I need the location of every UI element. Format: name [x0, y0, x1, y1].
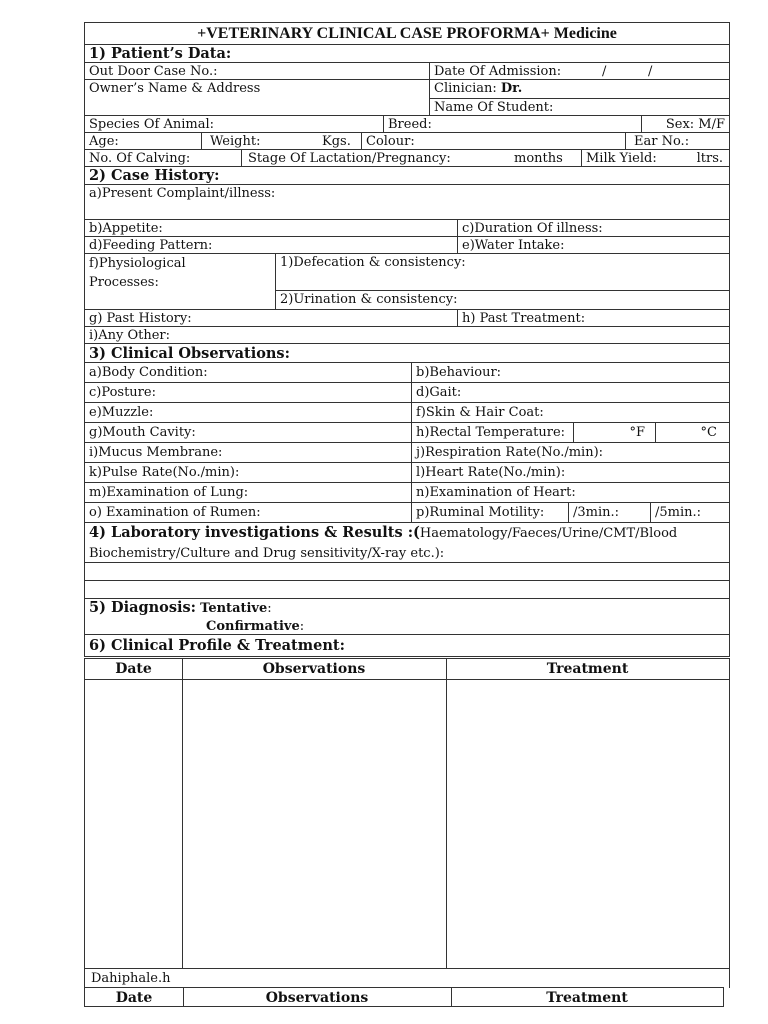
obs-row [85, 483, 729, 503]
obs-row [85, 403, 729, 423]
obs-left-field[interactable]: c)Posture: [89, 385, 156, 400]
sex-field[interactable] [641, 116, 729, 132]
col-observations: Observations [265, 990, 369, 1006]
lab-detail-2: Biochemistry/Culture and Drug sensitivity/X-ray etc.): [89, 546, 445, 561]
student-field[interactable]: Name Of Student: [434, 100, 554, 115]
clinician-dr: Dr. [500, 81, 523, 96]
footer-watermark-row [84, 968, 730, 988]
col-date: Date [115, 990, 153, 1006]
months-label: months [514, 151, 563, 166]
physio-line-1: f)Physiological [89, 256, 186, 271]
case-history-heading: 2) Case History: [89, 167, 220, 184]
appetite-field[interactable]: b)Appetite: [89, 221, 163, 236]
sex-label: Sex: M/F [665, 117, 725, 132]
owner-row [85, 80, 729, 116]
any-other-field[interactable]: i)Any Other: [89, 328, 171, 343]
confirmative-colon: : [299, 619, 305, 634]
col-treatment: Treatment [546, 661, 629, 677]
urination-field[interactable]: 2)Urination & consistency: [280, 292, 458, 307]
lab-detail-1: Haematology/Faeces/Urine/CMT/Blood [419, 526, 678, 541]
physiological-label [85, 254, 275, 309]
col-date: Date [115, 661, 152, 677]
duration-field[interactable]: c)Duration Of illness: [457, 220, 729, 236]
col-treatment: Treatment [546, 990, 628, 1006]
clinician-field[interactable] [430, 80, 729, 99]
obs-right-field[interactable]: b)Behaviour: [411, 363, 729, 382]
obs-row [85, 363, 729, 383]
obs-right-field[interactable]: f)Skin & Hair Coat: [411, 403, 729, 422]
calving-row [85, 150, 729, 167]
deg-f-label: °F [629, 425, 645, 440]
obs-right-field[interactable]: d)Gait: [411, 383, 729, 402]
weight-label: Weight: [210, 134, 261, 149]
obs-right-field[interactable]: n)Examination of Heart: [411, 483, 729, 502]
age-field[interactable]: Age: [89, 134, 119, 149]
colour-field[interactable]: Colour: [361, 133, 419, 149]
obs-row [85, 423, 729, 443]
present-complaint-field[interactable]: a)Present Complaint/illness: [89, 186, 276, 201]
temp-f-field[interactable] [573, 423, 655, 442]
min3-label: /3min.: [573, 505, 620, 520]
lactation-field[interactable] [241, 150, 581, 166]
ear-field[interactable] [625, 133, 729, 149]
proforma-form [84, 22, 730, 657]
calving-field[interactable]: No. Of Calving: [89, 151, 191, 166]
clinician-block [429, 80, 729, 115]
owner-field[interactable]: Owner’s Name & Address [89, 81, 261, 96]
obs-row [85, 463, 729, 483]
physiological-row [85, 254, 729, 310]
lab-blank-row-2[interactable] [85, 581, 729, 599]
milk-label: Milk Yield: [586, 151, 657, 166]
second-table-header [84, 987, 724, 1007]
obs-right-field[interactable]: j)Respiration Rate(No./min): [411, 443, 729, 462]
past-history-row [85, 310, 729, 327]
form-title: +VETERINARY CLINICAL CASE PROFORMA+ Medicine [85, 23, 729, 45]
water-intake-field[interactable]: e)Water Intake: [457, 237, 729, 253]
patient-data-heading-row [85, 45, 729, 63]
col-observations: Observations [262, 661, 366, 677]
outdoor-row [85, 63, 729, 80]
past-treatment-field[interactable]: h) Past Treatment: [457, 310, 729, 326]
obs-left-field[interactable]: k)Pulse Rate(No./min): [89, 465, 240, 480]
clinical-profile-heading: 6) Clinical Profile & Treatment: [89, 637, 345, 654]
clinical-obs-heading-row [85, 344, 729, 363]
observations-cell[interactable] [183, 680, 446, 987]
appetite-row [85, 220, 729, 237]
admission-date-field[interactable] [429, 63, 729, 79]
clinician-label: Clinician: [434, 81, 501, 96]
case-history-heading-row [85, 167, 729, 185]
breed-field[interactable]: Breed: [383, 116, 436, 132]
treatment-table [84, 658, 730, 988]
feeding-field[interactable]: d)Feeding Pattern: [89, 238, 213, 253]
defecation-field[interactable]: 1)Defecation & consistency: [276, 254, 729, 291]
past-history-field[interactable]: g) Past History: [89, 311, 192, 326]
kgs-label: Kgs. [322, 134, 351, 149]
diagnosis-line-2[interactable] [85, 618, 729, 636]
present-complaint-row [85, 185, 729, 220]
obs-left-field[interactable]: o) Examination of Rumen: [89, 505, 261, 520]
species-field[interactable]: Species Of Animal: [89, 117, 214, 132]
diagnosis-heading: 5) Diagnosis: [89, 599, 197, 616]
physio-fields [275, 254, 729, 309]
confirmative-label: Confirmative [206, 619, 300, 634]
footer-text: Dahiphale.h [91, 971, 171, 986]
motility-3min-field[interactable] [568, 503, 650, 522]
deg-c-label: °C [700, 425, 717, 440]
temp-c-field[interactable] [655, 423, 729, 442]
date-slash-1: / [602, 64, 607, 79]
obs-row [85, 503, 729, 523]
lab-blank-row-1[interactable] [85, 563, 729, 581]
ear-label: Ear No.: [634, 134, 690, 149]
lab-line-1 [85, 523, 729, 544]
patient-data-heading: 1) Patient’s Data: [89, 45, 232, 62]
age-row [85, 133, 729, 150]
tentative-label: Tentative [200, 601, 268, 616]
obs-left-field[interactable]: g)Mouth Cavity: [89, 425, 196, 440]
obs-row [85, 383, 729, 403]
admission-label: Date Of Admission: [434, 64, 562, 79]
date-cell[interactable] [85, 680, 182, 987]
lab-row [85, 523, 729, 563]
treatment-cell[interactable] [447, 680, 729, 987]
rectal-temp-field[interactable]: h)Rectal Temperature: [411, 423, 573, 442]
clinical-obs-heading: 3) Clinical Observations: [89, 345, 290, 362]
diagnosis-row [85, 599, 729, 635]
species-row [85, 116, 729, 133]
motility-5min-field[interactable] [650, 503, 729, 522]
milk-yield-field[interactable] [581, 150, 729, 166]
lactation-label: Stage Of Lactation/Pregnancy: [248, 151, 451, 166]
physio-line-2: Processes: [89, 275, 159, 290]
diagnosis-line-1[interactable] [85, 599, 729, 618]
weight-field[interactable] [201, 133, 361, 149]
obs-left-field[interactable]: i)Mucus Membrane: [89, 445, 223, 460]
tentative-colon: : [267, 601, 272, 616]
min5-label: /5min.: [655, 505, 702, 520]
obs-right-field[interactable]: l)Heart Rate(No./min): [411, 463, 729, 482]
obs-left-field[interactable]: a)Body Condition: [89, 365, 208, 380]
date-slash-2: / [648, 64, 653, 79]
outdoor-case-field[interactable]: Out Door Case No.: [89, 64, 218, 79]
obs-left-field[interactable]: m)Examination of Lung: [89, 485, 249, 500]
feeding-row [85, 237, 729, 254]
ruminal-motility-field[interactable]: p)Ruminal Motility: [411, 503, 568, 522]
clinical-profile-heading-row [85, 635, 729, 656]
obs-row [85, 443, 729, 463]
obs-left-field[interactable]: e)Muzzle: [89, 405, 154, 420]
lab-heading: 4) Laboratory investigations & Results :( [89, 524, 420, 541]
ltrs-label: ltrs. [696, 151, 723, 166]
any-other-row [85, 327, 729, 344]
